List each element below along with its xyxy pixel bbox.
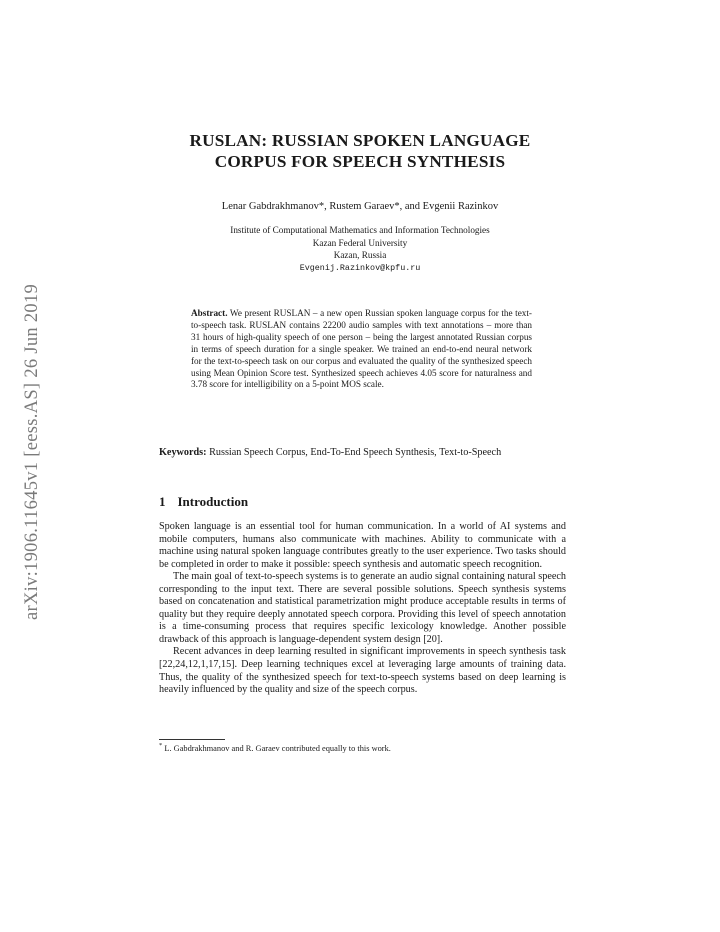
title-line-1: RUSLAN: RUSSIAN SPOKEN LANGUAGE	[189, 131, 531, 150]
footnote-text: L. Gabdrakhmanov and R. Garaev contributed equally to this work.	[164, 743, 391, 753]
affiliation-city: Kazan, Russia	[333, 250, 387, 260]
contact-email: Evgenij.Razinkov@kpfu.ru	[299, 262, 421, 273]
abstract-text: We present RUSLAN – a new open Russian spoken language corpus for the text-to-speech task. RUSLAN contains 22200 audio samples with text annotations – more than 31 hours of high-quality speech of one person – being the largest annotated Russian corpus in terms of speech duration for a single speaker. We trained an end-to-end neural network for the text-to-speech task on our corpus and evaluated the quality of the synthesized speech using Mean Opinion Score test. Synthesized speech achieves 4.05 score for naturalness and 3.78 score for intelligibility on a 5-point MOS scale.	[191, 308, 532, 390]
affiliation-institute: Institute of Computational Mathematics and Information Technologies	[230, 225, 490, 235]
intro-paragraph-1: Spoken language is an essential tool for human communication. In a world of AI systems and mobile computers, humans also communicate with machines. Ability to communicate with a machine using natural spoken language contributes greatly to the user experience. Two tasks should be completed in order to make it possible: speech synthesis and automatic speech recognition.	[159, 521, 566, 570]
intro-paragraph-3: Recent advances in deep learning resulted in significant improvements in speech synthesis task [22,24,12,1,17,15]. Deep learning techniques excel at leveraging large amounts of training data. Thus, the quality of the synthesized speech for text-to-speech systems based on deep learning is heavily influenced by the quality and size of the speech corpus.	[159, 646, 566, 696]
arxiv-identifier: arXiv:1906.11645v1 [eess.AS] 26 Jun 2019	[22, 283, 42, 620]
author-list: Lenar Gabdrakhmanov*, Rustem Garaev*, and Evgenii Razinkov	[221, 201, 499, 212]
section-number: 1	[159, 494, 166, 509]
footnote-rule	[159, 739, 225, 740]
intro-paragraph-2: The main goal of text-to-speech systems is to generate an audio signal containing natural speech corresponding to the input text. There are several possible solutions. Speech synthesis systems based on concatenation and statistical parametrization might produce acceptable results in terms of quality but they require deeply annotated speech corpora. Providing this level of speech annotation is a time-consuming process that requires specific lexicology knowledge. Another possible drawback of this approach is language-dependent system design [20].	[159, 571, 566, 645]
section-title: Introduction	[177, 494, 249, 509]
footnote	[159, 742, 391, 753]
keywords	[159, 447, 566, 460]
keywords-label: Keywords:	[159, 447, 207, 458]
footnote-mark: *	[159, 742, 163, 749]
paper-title	[0, 130, 720, 172]
title-line-2: CORPUS FOR SPEECH SYNTHESIS	[214, 152, 506, 171]
affiliation-university: Kazan Federal University	[312, 237, 408, 248]
section-heading	[159, 494, 248, 510]
intro-body	[159, 521, 566, 697]
abstract	[191, 308, 532, 391]
keywords-text: Russian Speech Corpus, End-To-End Speech Synthesis, Text-to-Speech	[209, 447, 502, 458]
affiliation	[0, 224, 720, 274]
abstract-label: Abstract.	[191, 308, 228, 318]
